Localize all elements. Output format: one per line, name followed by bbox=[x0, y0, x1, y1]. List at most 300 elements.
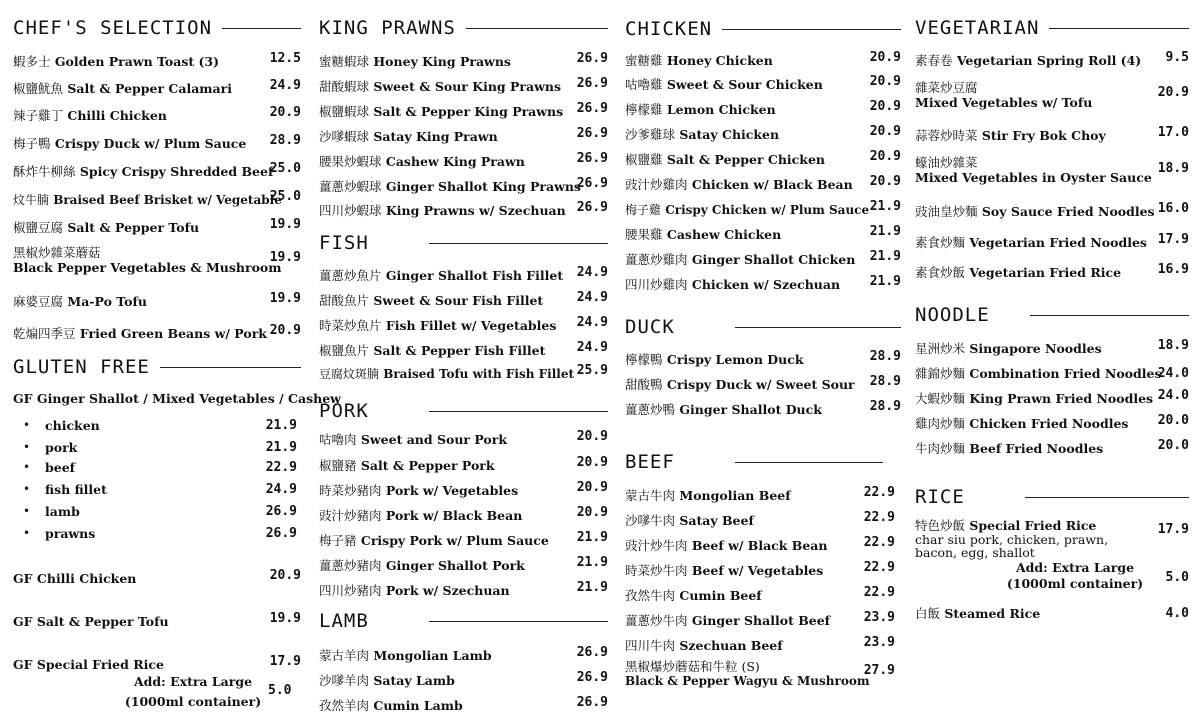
item-price: 26.9 bbox=[265, 526, 297, 541]
item-chinese-name: 孜然羊肉 bbox=[319, 698, 370, 713]
item-chinese-name: 檸檬雞 bbox=[625, 102, 663, 117]
menu-item bbox=[13, 291, 301, 310]
section-rule bbox=[1030, 315, 1189, 316]
item-english-name: Soy Sauce Fried Noodles bbox=[981, 204, 1155, 219]
item-price: 4.0 bbox=[1165, 606, 1189, 621]
item-price: 18.9 bbox=[1157, 161, 1189, 176]
item-price: 20.9 bbox=[869, 124, 901, 139]
section-header-gluten-free bbox=[13, 356, 301, 378]
section-header-vegetarian bbox=[915, 17, 1189, 39]
item-chinese-name: 椒鹽雞 bbox=[625, 152, 663, 167]
item-price: 24.9 bbox=[269, 78, 301, 93]
item-chinese-name: 豉汁炒牛肉 bbox=[625, 538, 688, 553]
item-price: 21.9 bbox=[869, 249, 901, 264]
item-chinese-name: 沙嗲蝦球 bbox=[319, 129, 370, 144]
menu-item bbox=[625, 249, 901, 268]
item-price: 28.9 bbox=[269, 133, 301, 148]
item-english-name: Lemon Chicken bbox=[666, 102, 776, 117]
item-chinese-name: 大蝦炒麵 bbox=[915, 391, 966, 406]
menu-item bbox=[625, 560, 895, 579]
menu-item bbox=[625, 659, 895, 689]
item-english-name: Braised Beef Brisket w/ Vegetable bbox=[53, 193, 282, 207]
item-price: 22.9 bbox=[265, 460, 297, 475]
bullet-name: prawns bbox=[45, 526, 96, 541]
item-chinese-name: 四川炒豬肉 bbox=[319, 583, 382, 598]
menu-item bbox=[319, 290, 608, 309]
item-english-name: Ginger Shallot Beef bbox=[691, 613, 831, 628]
bullet-dot: • bbox=[23, 482, 31, 496]
item-english-name: Crispy Duck w/ Plum Sauce bbox=[54, 136, 247, 151]
item-price: 22.9 bbox=[863, 535, 895, 550]
item-english-name: Cumin Beef bbox=[679, 588, 762, 603]
item-english-name: Beef Fried Noodles bbox=[969, 441, 1104, 456]
item-english-name: Salt & Pepper Chicken bbox=[666, 152, 825, 167]
item-english-name: GF Special Fried Rice bbox=[13, 657, 164, 672]
item-chinese-name: 蒙古羊肉 bbox=[319, 648, 370, 663]
menu-item bbox=[625, 124, 901, 143]
menu-item bbox=[915, 155, 1189, 185]
item-english-name: Vegetarian Fried Rice bbox=[969, 265, 1122, 280]
item-english-name: Salt & Pepper Tofu bbox=[67, 220, 200, 235]
item-chinese-name: 薑蔥炒豬肉 bbox=[319, 558, 382, 573]
item-price: 20.9 bbox=[1157, 85, 1189, 100]
item-english-name: Sweet & Sour Chicken bbox=[666, 77, 823, 92]
item-chinese-name: 炆牛腩 bbox=[13, 193, 50, 207]
item-english-name: Honey Chicken bbox=[666, 53, 773, 68]
item-english-name: Pork w/ Szechuan bbox=[385, 583, 510, 598]
item-chinese-name: 咕嚕雞 bbox=[625, 77, 663, 92]
bullet-dot: • bbox=[23, 504, 31, 518]
item-chinese-name: 椒鹽蝦球 bbox=[319, 104, 370, 119]
item-price: 20.0 bbox=[1157, 438, 1189, 453]
item-chinese-name: 四川炒雞肉 bbox=[625, 277, 688, 292]
item-price: 19.9 bbox=[269, 250, 301, 265]
item-price: 20.9 bbox=[269, 568, 301, 583]
item-chinese-name: 雞肉炒麵 bbox=[915, 416, 966, 431]
item-price: 25.9 bbox=[576, 363, 608, 378]
item-price: 17.9 bbox=[269, 654, 301, 669]
item-price: 23.9 bbox=[863, 635, 895, 650]
item-chinese-name: 時菜炒牛肉 bbox=[625, 563, 688, 578]
menu-item bbox=[915, 125, 1189, 144]
item-price: 26.9 bbox=[576, 645, 608, 660]
item-english-name: Stir Fry Bok Choy bbox=[981, 128, 1106, 143]
menu-item bbox=[13, 217, 301, 236]
item-price: 21.9 bbox=[576, 555, 608, 570]
item-english-name: Steamed Rice bbox=[944, 606, 1041, 621]
section-rule bbox=[222, 28, 301, 29]
item-english-name: Black & Pepper Wagyu & Mushroom bbox=[625, 674, 870, 688]
item-description: char siu pork, chicken, prawn, bacon, egg, shallot bbox=[915, 532, 1109, 560]
menu-item bbox=[319, 455, 608, 474]
menu-item bbox=[13, 189, 301, 208]
menu-item bbox=[915, 413, 1189, 432]
menu-item bbox=[13, 78, 301, 97]
item-price: 26.9 bbox=[576, 126, 608, 141]
item-english-name: Singapore Noodles bbox=[969, 341, 1102, 356]
item-english-name: Chicken Fried Noodles bbox=[969, 416, 1129, 431]
item-chinese-name: 甜酸魚片 bbox=[319, 293, 370, 308]
item-chinese-name: 薑蔥炒牛肉 bbox=[625, 613, 688, 628]
item-price: 26.9 bbox=[576, 695, 608, 710]
menu-item bbox=[319, 429, 608, 448]
item-english-name: Fish Fillet w/ Vegetables bbox=[385, 318, 557, 333]
item-price: 24.9 bbox=[576, 315, 608, 330]
section-title: BEEF bbox=[625, 451, 675, 473]
menu-item bbox=[915, 80, 1189, 110]
item-chinese-name: 孜然牛肉 bbox=[625, 588, 676, 603]
item-english-name: Satay Chicken bbox=[679, 127, 780, 142]
section-header-chicken bbox=[625, 18, 901, 40]
section-title: FISH bbox=[319, 232, 369, 254]
item-chinese-name: 辣子雞丁 bbox=[13, 108, 64, 123]
menu-item bbox=[319, 480, 608, 499]
item-chinese-name: 豉汁炒豬肉 bbox=[319, 508, 382, 523]
item-chinese-name: 素食炒飯 bbox=[915, 265, 966, 280]
item-english-name: Satay Lamb bbox=[373, 673, 455, 688]
item-chinese-name: 薑蔥炒鴨 bbox=[625, 402, 676, 417]
section-title: VEGETARIAN bbox=[915, 17, 1040, 39]
section-title: DUCK bbox=[625, 316, 675, 338]
menu-item bbox=[319, 101, 608, 120]
item-chinese-name: 特色炒飯 bbox=[915, 518, 966, 533]
item-english-name: Special Fried Rice bbox=[969, 518, 1097, 533]
item-english-name: Chicken w/ Black Bean bbox=[691, 177, 853, 192]
item-chinese-name: 牛肉炒麵 bbox=[915, 441, 966, 456]
section-header-beef bbox=[625, 451, 883, 473]
item-english-name: Ma-Po Tofu bbox=[67, 294, 147, 309]
item-price: 20.9 bbox=[576, 429, 608, 444]
item-chinese-name: 黑椒炒雜菜蘑菇 bbox=[13, 245, 101, 260]
item-english-name: Vegetarian Fried Noodles bbox=[969, 235, 1147, 250]
item-english-name: Sweet & Sour Fish Fillet bbox=[373, 293, 544, 308]
column-4 bbox=[915, 0, 1189, 728]
item-price: 19.9 bbox=[269, 291, 301, 306]
item-english-name: Fried Green Beans w/ Pork bbox=[79, 326, 267, 341]
menu-item bbox=[625, 399, 901, 418]
menu-item bbox=[319, 695, 608, 714]
item-chinese-name: 咕嚕肉 bbox=[319, 432, 357, 447]
item-english-name: Beef w/ Black Bean bbox=[691, 538, 828, 553]
gluten-free-intro: GF Ginger Shallot / Mixed Vegetables / Cashew bbox=[13, 391, 341, 406]
menu-item bbox=[13, 105, 301, 124]
bullet-name: pork bbox=[45, 440, 78, 455]
menu-item bbox=[319, 51, 608, 70]
section-header-king-prawns bbox=[319, 17, 608, 39]
item-chinese-name: 雜菜炒豆腐 bbox=[915, 80, 978, 95]
item-price: 24.0 bbox=[1157, 366, 1189, 381]
menu-item bbox=[915, 201, 1189, 220]
menu-item bbox=[13, 323, 301, 342]
section-title: LAMB bbox=[319, 610, 369, 632]
item-price: 16.0 bbox=[1157, 201, 1189, 216]
column-2 bbox=[319, 0, 608, 728]
section-rule bbox=[1025, 497, 1189, 498]
bullet-name: fish fillet bbox=[45, 482, 107, 497]
item-english-name: Mixed Vegetables w/ Tofu bbox=[915, 95, 1093, 110]
menu-item bbox=[319, 670, 608, 689]
item-price: 22.9 bbox=[863, 485, 895, 500]
item-english-name: Mongolian Lamb bbox=[373, 648, 492, 663]
item-chinese-name: 黑椒爆炒蘑菇和牛粒 (S) bbox=[625, 659, 760, 674]
menu-item bbox=[915, 363, 1189, 382]
menu-item bbox=[625, 510, 895, 529]
section-title: KING PRAWNS bbox=[319, 17, 456, 39]
item-price: 26.9 bbox=[265, 504, 297, 519]
item-price: 26.9 bbox=[576, 670, 608, 685]
item-price: 16.9 bbox=[1157, 262, 1189, 277]
menu-item bbox=[625, 224, 901, 243]
item-price: 24.9 bbox=[576, 265, 608, 280]
item-chinese-name: 雜錦炒麵 bbox=[915, 366, 966, 381]
item-price: 20.9 bbox=[269, 323, 301, 338]
item-english-name: Black Pepper Vegetables & Mushroom bbox=[13, 260, 282, 275]
item-chinese-name: 檸檬鴨 bbox=[625, 352, 663, 367]
item-english-name: Salt & Pepper Fish Fillet bbox=[373, 343, 546, 358]
item-chinese-name: 椒鹽豆腐 bbox=[13, 220, 64, 235]
menu-item bbox=[915, 438, 1189, 457]
item-chinese-name: 蝦多士 bbox=[13, 54, 51, 69]
menu-item bbox=[625, 74, 901, 93]
item-price: 24.9 bbox=[576, 340, 608, 355]
item-chinese-name: 蠔油炒雜菜 bbox=[915, 155, 978, 170]
menu-item bbox=[319, 76, 608, 95]
item-price: 19.9 bbox=[269, 217, 301, 232]
item-chinese-name: 梅子雞 bbox=[625, 203, 662, 217]
item-price: 20.9 bbox=[869, 174, 901, 189]
item-price: 21.9 bbox=[265, 440, 297, 455]
menu-item bbox=[625, 635, 895, 654]
item-english-name: GF Salt & Pepper Tofu bbox=[13, 614, 169, 629]
item-english-name: Cashew Chicken bbox=[666, 227, 782, 242]
item-english-name: Crispy Lemon Duck bbox=[666, 352, 804, 367]
menu-item bbox=[319, 530, 608, 549]
menu-item bbox=[625, 99, 901, 118]
addon-note bbox=[113, 672, 273, 712]
bullet-name: beef bbox=[45, 460, 76, 475]
item-price: 28.9 bbox=[869, 349, 901, 364]
item-chinese-name: 豉汁炒雞肉 bbox=[625, 177, 688, 192]
item-chinese-name: 乾煸四季豆 bbox=[13, 326, 76, 341]
item-english-name: Chicken w/ Szechuan bbox=[691, 277, 841, 292]
item-price: 25.0 bbox=[269, 189, 301, 204]
item-price: 20.9 bbox=[576, 480, 608, 495]
item-english-name: Ginger Shallot King Prawns bbox=[385, 179, 581, 194]
section-header-noodle bbox=[915, 304, 1189, 326]
item-chinese-name: 豆腐炆斑腩 bbox=[319, 367, 380, 381]
item-chinese-name: 素春卷 bbox=[915, 53, 953, 68]
item-price: 20.9 bbox=[869, 74, 901, 89]
item-chinese-name: 蒙古牛肉 bbox=[625, 488, 676, 503]
item-price: 21.9 bbox=[576, 530, 608, 545]
menu-item bbox=[13, 654, 301, 673]
item-chinese-name: 腰果雞 bbox=[625, 227, 663, 242]
addon-price: 5.0 bbox=[1165, 570, 1189, 585]
item-price: 26.9 bbox=[576, 151, 608, 166]
menu-item bbox=[13, 133, 301, 152]
item-price: 22.9 bbox=[863, 510, 895, 525]
item-english-name: Ginger Shallot Pork bbox=[385, 558, 525, 573]
item-price: 26.9 bbox=[576, 176, 608, 191]
menu-item bbox=[319, 315, 608, 334]
item-english-name: Sweet and Sour Pork bbox=[360, 432, 508, 447]
section-rule bbox=[160, 367, 301, 368]
column-3 bbox=[625, 0, 901, 728]
item-english-name: Salt & Pepper Pork bbox=[360, 458, 495, 473]
item-chinese-name: 時菜炒豬肉 bbox=[319, 483, 382, 498]
section-title: CHICKEN bbox=[625, 18, 713, 40]
menu-item bbox=[915, 603, 1189, 622]
menu-item bbox=[625, 535, 895, 554]
item-english-name: Honey King Prawns bbox=[373, 54, 511, 69]
item-english-name: Salt & Pepper King Prawns bbox=[373, 104, 564, 119]
menu-item bbox=[319, 265, 608, 284]
item-english-name: Mongolian Beef bbox=[679, 488, 791, 503]
item-price: 24.9 bbox=[576, 290, 608, 305]
item-english-name: Mixed Vegetables in Oyster Sauce bbox=[915, 170, 1152, 185]
item-chinese-name: 椒鹽魚片 bbox=[319, 343, 370, 358]
menu-item bbox=[319, 126, 608, 145]
item-price: 21.9 bbox=[869, 274, 901, 289]
item-english-name: Satay King Prawn bbox=[373, 129, 498, 144]
menu-item bbox=[319, 645, 608, 664]
menu-item bbox=[625, 610, 895, 629]
menu-item bbox=[625, 374, 901, 393]
bullet-name: lamb bbox=[45, 504, 80, 519]
item-chinese-name: 蒜蓉炒時菜 bbox=[915, 128, 978, 143]
item-price: 28.9 bbox=[869, 399, 901, 414]
item-price: 18.9 bbox=[1157, 338, 1189, 353]
item-price: 21.9 bbox=[869, 199, 901, 214]
menu-item bbox=[625, 274, 901, 293]
item-english-name: Szechuan Beef bbox=[679, 638, 783, 653]
menu-item bbox=[319, 505, 608, 524]
menu-item bbox=[915, 232, 1189, 251]
menu-item bbox=[319, 200, 608, 219]
section-title: CHEF'S SELECTION bbox=[13, 17, 213, 39]
menu-item bbox=[625, 485, 895, 504]
menu-item bbox=[13, 161, 301, 180]
item-english-name: Beef w/ Vegetables bbox=[691, 563, 824, 578]
section-header-fish bbox=[319, 232, 608, 254]
item-chinese-name: 酥炸牛柳絲 bbox=[13, 164, 76, 179]
item-price: 9.5 bbox=[1165, 50, 1189, 65]
menu-item bbox=[319, 555, 608, 574]
section-rule bbox=[722, 29, 901, 30]
bullet-dot: • bbox=[23, 526, 31, 540]
item-chinese-name: 椒鹽魷魚 bbox=[13, 81, 64, 96]
item-chinese-name: 素食炒麵 bbox=[915, 235, 966, 250]
item-chinese-name: 沙嗲牛肉 bbox=[625, 513, 676, 528]
item-chinese-name: 蜜糖蝦球 bbox=[319, 54, 370, 69]
item-price: 21.9 bbox=[576, 580, 608, 595]
item-chinese-name: 腰果炒蝦球 bbox=[319, 154, 382, 169]
menu-item bbox=[13, 611, 301, 630]
addon-line: Add: Extra Large bbox=[1015, 560, 1135, 575]
menu-item bbox=[319, 340, 608, 359]
addon-line: Add: Extra Large bbox=[133, 674, 253, 689]
item-english-name: King Prawn Fried Noodles bbox=[969, 391, 1154, 406]
item-english-name: Braised Tofu with Fish Fillet bbox=[383, 367, 575, 381]
section-header-pork bbox=[319, 400, 608, 422]
section-header-lamb bbox=[319, 610, 608, 632]
item-price: 27.9 bbox=[863, 663, 895, 678]
item-chinese-name: 白飯 bbox=[915, 606, 941, 621]
item-price: 20.9 bbox=[269, 105, 301, 120]
item-chinese-name: 麻婆豆腐 bbox=[13, 294, 64, 309]
item-price: 24.9 bbox=[265, 482, 297, 497]
addon-note bbox=[975, 560, 1175, 592]
item-english-name: Crispy Pork w/ Plum Sauce bbox=[360, 533, 549, 548]
item-price: 26.9 bbox=[576, 76, 608, 91]
item-price: 20.9 bbox=[576, 455, 608, 470]
item-english-name: Ginger Shallot Chicken bbox=[691, 252, 856, 267]
section-header-duck bbox=[625, 316, 901, 338]
item-english-name: King Prawns w/ Szechuan bbox=[385, 203, 566, 218]
bullet-dot: • bbox=[23, 440, 31, 454]
section-rule bbox=[429, 243, 608, 244]
item-price: 17.9 bbox=[1157, 232, 1189, 247]
item-price: 26.9 bbox=[576, 200, 608, 215]
item-english-name: Spicy Crispy Shredded Beef bbox=[79, 164, 274, 179]
item-chinese-name: 四川炒蝦球 bbox=[319, 203, 382, 218]
item-price: 22.9 bbox=[863, 560, 895, 575]
menu-item bbox=[915, 388, 1189, 407]
item-chinese-name: 沙爹雞球 bbox=[625, 127, 676, 142]
section-title: PORK bbox=[319, 400, 369, 422]
item-price: 25.0 bbox=[269, 161, 301, 176]
item-english-name: Ginger Shallot Duck bbox=[679, 402, 822, 417]
item-price: 26.9 bbox=[576, 51, 608, 66]
item-english-name: Cashew King Prawn bbox=[385, 154, 525, 169]
item-price: 20.9 bbox=[869, 149, 901, 164]
menu-item bbox=[625, 174, 901, 193]
item-chinese-name: 沙嗲羊肉 bbox=[319, 673, 370, 688]
item-chinese-name: 甜酸鴨 bbox=[625, 377, 663, 392]
item-price: 20.9 bbox=[869, 50, 901, 65]
section-title: NOODLE bbox=[915, 304, 990, 326]
bullet-name: chicken bbox=[45, 418, 100, 433]
item-price: 17.9 bbox=[1157, 522, 1189, 537]
menu-item bbox=[13, 51, 301, 70]
section-rule bbox=[429, 621, 608, 622]
menu-item bbox=[625, 149, 901, 168]
item-english-name: GF Chilli Chicken bbox=[13, 571, 137, 586]
item-chinese-name: 甜酸蝦球 bbox=[319, 79, 370, 94]
menu-item bbox=[625, 199, 901, 218]
item-chinese-name: 四川牛肉 bbox=[625, 638, 676, 653]
item-price: 20.0 bbox=[1157, 413, 1189, 428]
menu-item bbox=[319, 363, 608, 382]
item-price: 20.9 bbox=[576, 505, 608, 520]
section-header-rice bbox=[915, 486, 1189, 508]
item-english-name: Pork w/ Vegetables bbox=[385, 483, 519, 498]
item-chinese-name: 薑蔥炒雞肉 bbox=[625, 252, 688, 267]
item-price: 17.0 bbox=[1157, 125, 1189, 140]
item-english-name: Pork w/ Black Bean bbox=[385, 508, 523, 523]
item-price: 20.9 bbox=[869, 99, 901, 114]
menu-item bbox=[625, 349, 901, 368]
item-english-name: Vegetarian Spring Roll (4) bbox=[956, 53, 1142, 68]
addon-line: (1000ml container) bbox=[124, 694, 262, 709]
section-rule bbox=[466, 28, 608, 29]
section-header-chefs bbox=[13, 17, 301, 39]
item-chinese-name: 時菜炒魚片 bbox=[319, 318, 382, 333]
item-english-name: Ginger Shallot Fish Fillet bbox=[385, 268, 564, 283]
item-chinese-name: 蜜糖雞 bbox=[625, 53, 663, 68]
item-english-name: Crispy Chicken w/ Plum Sauce bbox=[665, 203, 870, 217]
menu-item bbox=[319, 176, 608, 195]
